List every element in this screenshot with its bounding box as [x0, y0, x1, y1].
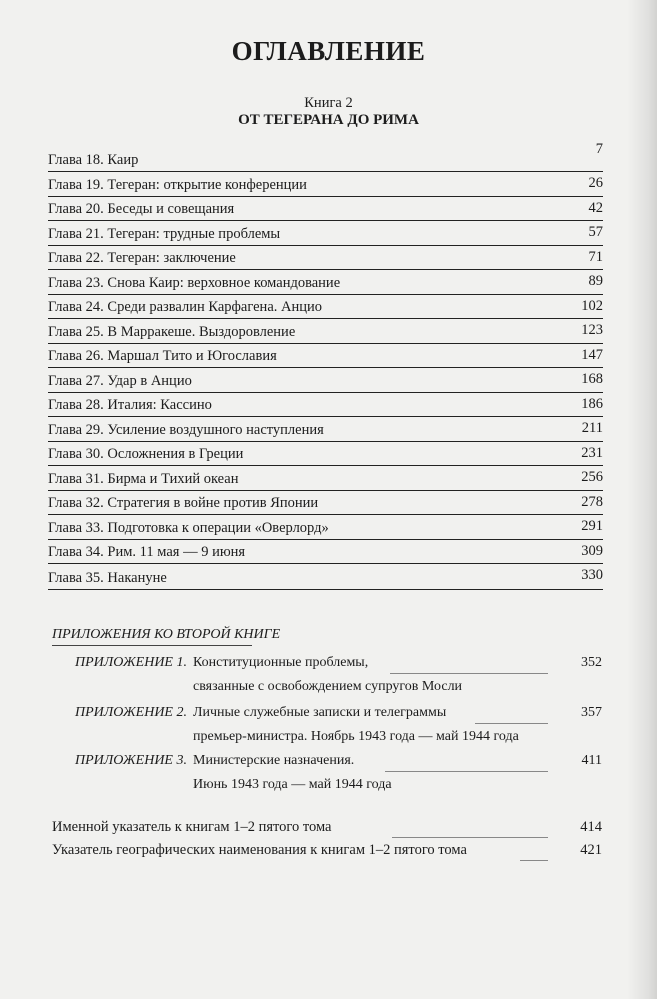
appendix-label: ПРИЛОЖЕНИЕ 2.	[75, 705, 187, 720]
chapter-page: 42	[588, 199, 603, 216]
chapter-title: Глава 35. Накануне	[48, 569, 167, 586]
appendix-page: 352	[581, 655, 602, 670]
chapter-page: 211	[581, 420, 603, 436]
chapter-row[interactable]	[48, 246, 603, 271]
chapter-row[interactable]	[48, 221, 603, 246]
appendix-title-line2: премьер-министра. Ноябрь 1943 года — май 1944 года	[193, 729, 519, 744]
chapter-title: Глава 32. Стратегия в войне против Японии	[48, 495, 319, 511]
chapter-title: Глава 28. Италия: Кассино	[48, 397, 212, 413]
chapter-row[interactable]	[48, 295, 603, 320]
chapter-page: 309	[581, 542, 603, 559]
chapter-title: Глава 19. Тегеран: открытие конференции	[48, 176, 307, 193]
appendices-heading-rule	[52, 645, 252, 646]
leader-line	[390, 673, 548, 674]
chapter-title: Глава 18. Каир	[48, 152, 139, 168]
chapter-row[interactable]	[48, 319, 603, 344]
appendices-heading: ПРИЛОЖЕНИЯ КО ВТОРОЙ КНИГЕ	[52, 627, 281, 642]
index-page: 421	[580, 842, 602, 858]
chapter-row[interactable]	[48, 368, 603, 393]
appendix-title-line1: Министерские назначения.	[193, 753, 355, 768]
chapter-page: 57	[588, 224, 603, 240]
chapter-page: 330	[581, 567, 603, 583]
chapter-title: Глава 34. Рим. 11 мая — 9 июня	[48, 544, 246, 560]
chapter-row[interactable]	[48, 466, 603, 491]
chapter-page: 89	[588, 273, 603, 289]
chapter-row[interactable]	[48, 393, 603, 418]
chapter-row[interactable]	[48, 344, 603, 369]
appendix-page: 411	[581, 753, 602, 768]
chapter-page: 26	[588, 175, 603, 191]
chapter-title: Глава 29. Усиление воздушного наступления	[48, 421, 324, 438]
book-title: ОТ ТЕГЕРАНА ДО РИМА	[238, 112, 419, 128]
chapter-row[interactable]	[48, 515, 603, 540]
leader-line	[475, 723, 548, 724]
chapter-title: Глава 23. Снова Каир: верховное командование	[48, 274, 341, 291]
chapter-row[interactable]	[48, 564, 603, 589]
chapter-row[interactable]	[48, 442, 603, 467]
chapter-page: 123	[581, 322, 603, 338]
chapter-page: 102	[581, 297, 603, 314]
chapter-page: 71	[588, 248, 603, 265]
chapter-title: Глава 33. Подготовка к операции «Оверлорд»	[48, 519, 329, 536]
page-title: ОГЛАВЛЕНИЕ	[231, 36, 426, 66]
chapter-page: 231	[581, 444, 603, 461]
chapter-title: Глава 31. Бирма и Тихий океан	[48, 470, 239, 487]
chapter-page: 7	[595, 141, 603, 157]
chapter-page: 147	[581, 346, 603, 363]
appendix-title-line1: Личные служебные записки и телеграммы	[193, 705, 447, 720]
chapter-row[interactable]	[48, 540, 603, 565]
chapter-row[interactable]	[48, 197, 603, 222]
chapter-list	[48, 140, 603, 590]
chapter-title: Глава 26. Маршал Тито и Югославия	[48, 348, 277, 364]
book-number: Книга 2	[304, 95, 353, 111]
chapter-page: 256	[581, 469, 603, 485]
appendix-label: ПРИЛОЖЕНИЕ 1.	[75, 655, 187, 670]
appendix-page: 357	[581, 705, 602, 720]
chapter-row[interactable]	[48, 172, 603, 197]
appendix-label: ПРИЛОЖЕНИЕ 3.	[75, 753, 187, 768]
chapter-title: Глава 22. Тегеран: заключение	[48, 250, 236, 266]
chapter-page: 168	[581, 371, 603, 387]
chapter-title: Глава 30. Осложнения в Греции	[48, 446, 244, 462]
chapter-row[interactable]	[48, 491, 603, 516]
chapter-page: 278	[581, 493, 603, 510]
chapter-title: Глава 27. Удар в Анцио	[48, 372, 192, 389]
index-page: 414	[580, 819, 602, 835]
appendix-title-line2: связанные с освобождением супругов Мосли	[193, 679, 463, 694]
appendix-title-line2: Июнь 1943 года — май 1944 года	[193, 777, 392, 792]
leader-line	[385, 771, 548, 772]
chapter-page: 291	[581, 518, 603, 534]
chapter-title: Глава 21. Тегеран: трудные проблемы	[48, 225, 281, 242]
appendix-title-line1: Конституционные проблемы,	[193, 655, 369, 670]
chapter-title: Глава 25. В Марракеше. Выздоровление	[48, 323, 296, 340]
leader-line	[520, 860, 548, 861]
page-gutter-shadow	[627, 0, 657, 999]
chapter-title: Глава 24. Среди развалин Карфагена. Анцио	[48, 299, 323, 315]
leader-line	[392, 837, 548, 838]
chapter-row[interactable]	[48, 270, 603, 295]
index-title: Именной указатель к книгам 1–2 пятого тома	[52, 819, 332, 835]
chapter-page: 186	[581, 395, 603, 412]
chapter-row[interactable]	[48, 417, 603, 442]
chapter-title: Глава 20. Беседы и совещания	[48, 201, 235, 217]
index-title: Указатель географических наименования к книгам 1–2 пятого тома	[52, 842, 467, 858]
chapter-row[interactable]	[48, 140, 603, 172]
